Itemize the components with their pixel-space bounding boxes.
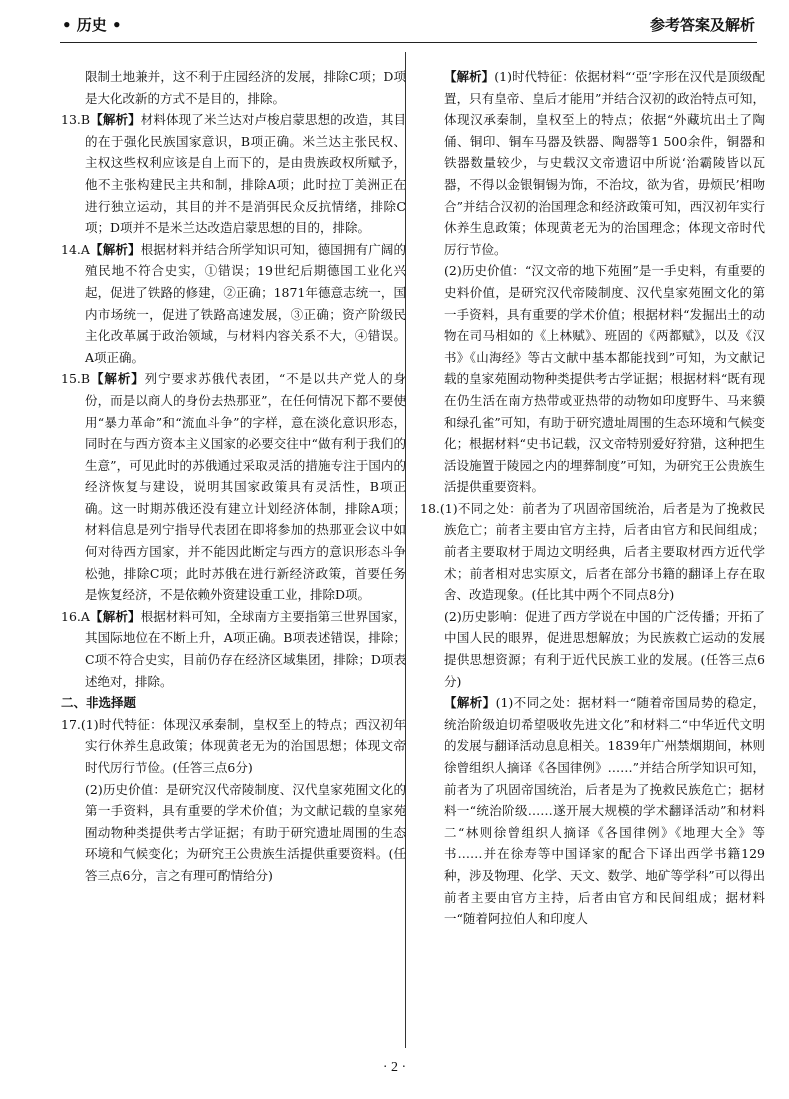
answer-continuation: 限制土地兼并，这不利于庄园经济的发展，排除C项；D项是大化改新的方式不是目的，排除。 [85,69,406,106]
answer-13-number: 13.B [61,112,91,128]
answer-16 [61,606,406,692]
page-header [60,12,757,43]
analysis-17-part2: (2)历史价值：“汉文帝的地下苑囿”是一手史料，有重要的史料价值，是研究汉代帝陵制度、汉代皇家苑囿文化的第一手资料，具有重要的学术价值；根据材料“发掘出土的动物在司马相如的《上林赋》、班固的《两都赋》，以及《汉书》《山海经》等古文献中基本都能找到”可知，为文献记载的皇家苑囿动物种类提供考古学证据；根据材料“既有现在仍生活在南方热带或亚热带的动物如印度野牛、马来貘和绿孔雀”可知，有助于研究遗址周围的生态环境和气候变化；根据材料“史书记载，汉文帝特别爱好狩猎，这种把生活设施置于陵园之内的埋葬制度”可知，为研究王公贵族生活提供重要资料。 [444,263,765,495]
analysis-tag: 【解析】 [90,371,145,387]
answer-15 [61,368,406,606]
left-column [61,66,406,887]
page-number: · 2 · [382,1060,407,1075]
answer-13 [61,109,406,239]
analysis-18-text-1: (1)不同之处：据材料一“随着帝国局势的稳定，统治阶级迫切希望吸收先进文化”和材料二“中华近代文明的发展与翻译活动息息相关。1839年广州禁烟期间，林则徐曾组织人摘译《各国律例》……”并结合所学知识可知，前者为了巩固帝国统治，后者是为了挽救民族危亡；据材料一“统治阶级……遂开展大规模的学术翻译活动”和材料二“林则徐曾组织人摘译《各国律例》《地理大全》等书……并在徐寿等中国译家的配合下译出西学书籍129种，涉及物理、化学、天文、数学、地矿等学科”可以得出前者主要由官方主持，后者由官方和民间组成；据材料一“随着阿拉伯人和印度人 [444,695,765,927]
analysis-17-text-1: (1)时代特征：依据材料“‘亞’字形在汉代是顶级配置，只有皇帝、皇后才能用”并结合汉初的政治特点可知，体现汉承秦制，皇权至上的特点；依据“外藏坑出土了陶俑、铜印、铜车马器及铁器、陶器等1 500余件，铜器和铁器数量较少，与史载汉文帝遗诏中所说‘治霸陵皆以瓦器，不得以金银铜锡为饰，不治坟，欲为省，毋烦民’相吻合”并结合汉初的治国理念和经济政策可知，西汉初年实行休养生息政策；体现黄老无为的治国理念；体现文帝时代厉行节俭。 [444,69,765,257]
answer-15-text: 列宁要求苏俄代表团，“不是以共产党人的身份，而是以商人的身份去热那亚”，在任何情况下都不要使用“暴力革命”和“流血斗争”的字样，意在淡化意识形态，同时在与西方资本主义国家的必要交往中“做有利于我们的生意”，可见此时的苏俄通过采取灵活的措施专注于国内的经济恢复与建设，说明其国家政策具有灵活性，B项正确。这一时期苏俄还没有建立计划经济体制，排除A项；材料信息是列宁指导代表团在即将参加的热那亚会议中如何对待西方国家，并不能因此断定与西方的意识形态斗争松弛，排除C项；此时苏俄在进行新经济政策，首要任务是恢复经济，不是依赖外资建设重工业，排除D项。 [85,371,406,603]
analysis-tag: 【解析】 [444,695,496,711]
answer-14-number: 14.A [61,241,90,257]
header-title: 参考答案及解析 [649,16,755,34]
analysis-18-part1 [420,692,765,930]
answer-17-text-1: (1)时代特征：体现汉承秦制，皇权至上的特点；西汉初年实行休养生息政策；体现黄老无为的治国思想；体现文帝时代厉行节俭。(任答三点6分) [80,716,406,775]
analysis-tag: 【解析】 [89,241,141,257]
subject-label: • 历史 • [62,16,122,34]
answer-18-part2: (2)历史影响：促进了西方学说在中国的广泛传播；开拓了中国人民的眼界，促进思想解放；为民族救亡运动的发展提供思想资源；有利于近代民族工业的发展。(任答三点6分) [444,608,765,689]
answer-16-number: 16.A [61,608,90,624]
answer-17-number: 17. [61,716,81,732]
answer-15-number: 15.B [61,371,91,387]
answer-13-text: 材料体现了米兰达对卢梭启蒙思想的改造，其目的在于强化民族国家意识，B项正确。米兰达主张民权、主权这些权利应该是自上而下的，是由贵族政权所赋予，他不主张构建民主共和制，排除A项；此时拉丁美洲正在进行独立运动，其目的并不是消弭民众反抗情绪，排除C项；D项并不是米兰达改造启蒙思想的目的，排除。 [85,112,406,236]
section-heading: 二、非选择题 [61,695,137,711]
analysis-tag: 【解析】 [89,608,141,624]
analysis-17-part1 [420,66,765,260]
analysis-tag: 【解析】 [444,69,495,84]
answer-18-number: 18. [420,500,440,516]
answer-17-part1 [61,714,406,779]
answer-14 [61,239,406,369]
answer-17-part2: (2)历史价值：是研究汉代帝陵制度、汉代皇家苑囿文化的第一手资料，具有重要的学术价值；为文献记载的皇家苑囿动物种类提供考古学证据；有助于研究遗址周围的生态环境和气候变化；为研究王公贵族生活提供重要资料。(任答三点6分，言之有理可酌情给分) [85,781,406,883]
answer-18-part1 [420,498,765,606]
analysis-tag: 【解析】 [90,112,141,128]
right-column [420,66,765,930]
answer-18-text-1: (1)不同之处：前者为了巩固帝国统治，后者是为了挽救民族危亡；前者主要由官方主持，后者由官方和民间组成；前者主要取材于周边文明经典，后者主要取材西方近代学术；前者相对忠实原文，后者在部分书籍的翻译上存在取舍、改造现象。(任比其中两个不同点8分) [439,500,765,603]
answer-16-text: 根据材料可知，全球南方主要指第三世界国家，其国际地位在不断上升，A项正确。B项表述错误，排除；C项不符合史实，目前仍存在经济区域集团，排除；D项表述绝对，排除。 [85,608,406,689]
answer-14-text: 根据材料并结合所学知识可知，德国拥有广阔的殖民地不符合史实，①错误；19世纪后期德国工业化兴起，促进了铁路的修建，②正确；1871年德意志统一，国内市场统一，促进了铁路高速发展，③正确；资产阶级民主化改革属于政治领域，与材料内容关系不大，④错误。A项正确。 [85,241,406,365]
